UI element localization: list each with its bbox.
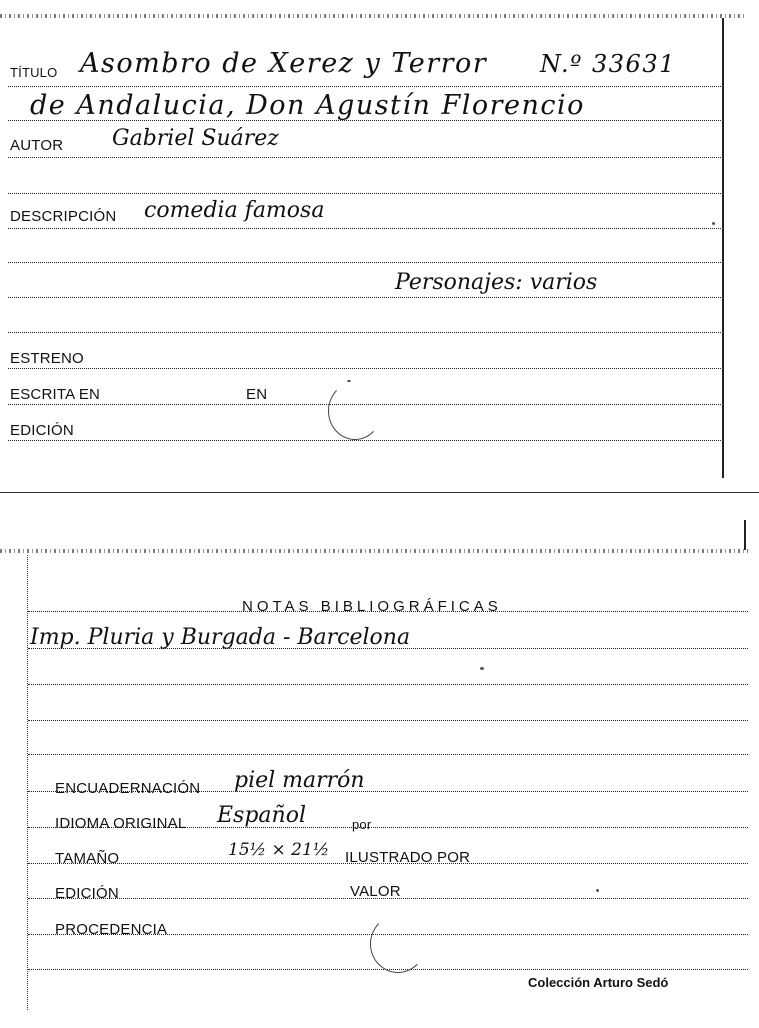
speck bbox=[712, 222, 715, 225]
right-edge-mark bbox=[744, 520, 746, 550]
rule-line bbox=[28, 720, 748, 721]
titulo-label: TÍTULO bbox=[10, 65, 58, 80]
catalog-card-front bbox=[0, 0, 759, 492]
rule-line bbox=[28, 684, 748, 685]
procedencia-label: PROCEDENCIA bbox=[55, 921, 168, 938]
rule-line bbox=[28, 754, 748, 755]
catalog-card-back bbox=[0, 545, 759, 1028]
idioma-label: IDIOMA ORIGINAL bbox=[55, 815, 187, 832]
card-number: N.º 33631 bbox=[540, 50, 676, 78]
rule-line bbox=[8, 262, 723, 263]
rule-line bbox=[8, 228, 723, 229]
left-margin-rule bbox=[27, 555, 28, 1010]
idioma-handwritten: Español bbox=[217, 803, 306, 828]
punch-hole-mark bbox=[370, 915, 426, 973]
titulo-handwritten-line1: Asombro de Xerez y Terror bbox=[80, 48, 488, 79]
punch-hole-mark bbox=[328, 382, 382, 440]
estreno-label: ESTRENO bbox=[10, 350, 84, 367]
right-margin-rule bbox=[722, 18, 724, 478]
edicion-label: EDICIÓN bbox=[10, 422, 74, 439]
rule-line bbox=[8, 332, 723, 333]
collection-credit: Colección Arturo Sedó bbox=[528, 975, 669, 990]
card-bottom-edge bbox=[0, 492, 759, 493]
encuadernacion-handwritten: piel marrón bbox=[234, 768, 365, 793]
descripcion-handwritten: comedia famosa bbox=[144, 198, 325, 223]
autor-handwritten: Gabriel Suárez bbox=[112, 126, 279, 151]
descripcion-label: DESCRIPCIÓN bbox=[10, 208, 117, 225]
por-label: por bbox=[352, 817, 372, 832]
edicion-label: EDICIÓN bbox=[55, 885, 119, 902]
rule-line bbox=[8, 368, 723, 369]
rule-line bbox=[8, 86, 723, 87]
speck bbox=[480, 667, 484, 670]
rule-line bbox=[8, 440, 723, 441]
rule-line bbox=[8, 193, 723, 194]
tamano-label: TAMAÑO bbox=[55, 850, 120, 867]
encuadernacion-label: ENCUADERNACIÓN bbox=[55, 780, 201, 797]
valor-label: VALOR bbox=[350, 883, 401, 900]
notas-heading: NOTAS BIBLIOGRÁFICAS bbox=[242, 598, 502, 615]
escrita-en-label: ESCRITA EN bbox=[10, 386, 101, 403]
tamano-handwritten: 15½ × 21½ bbox=[228, 840, 330, 860]
autor-label: AUTOR bbox=[10, 137, 64, 154]
speck bbox=[596, 889, 599, 892]
speck bbox=[347, 380, 351, 382]
card-top-edge bbox=[0, 14, 745, 18]
ilustrado-label: ILUSTRADO POR bbox=[345, 849, 471, 866]
en-label: EN bbox=[246, 386, 268, 403]
rule-line bbox=[8, 297, 723, 298]
personajes-handwritten: Personajes: varios bbox=[395, 270, 598, 295]
rule-line bbox=[8, 157, 723, 158]
titulo-handwritten-line2: de Andalucia, Don Agustín Florencio bbox=[30, 90, 585, 121]
notas-handwritten: Imp. Pluria y Burgada - Barcelona bbox=[30, 625, 411, 650]
card-top-edge bbox=[0, 549, 748, 553]
